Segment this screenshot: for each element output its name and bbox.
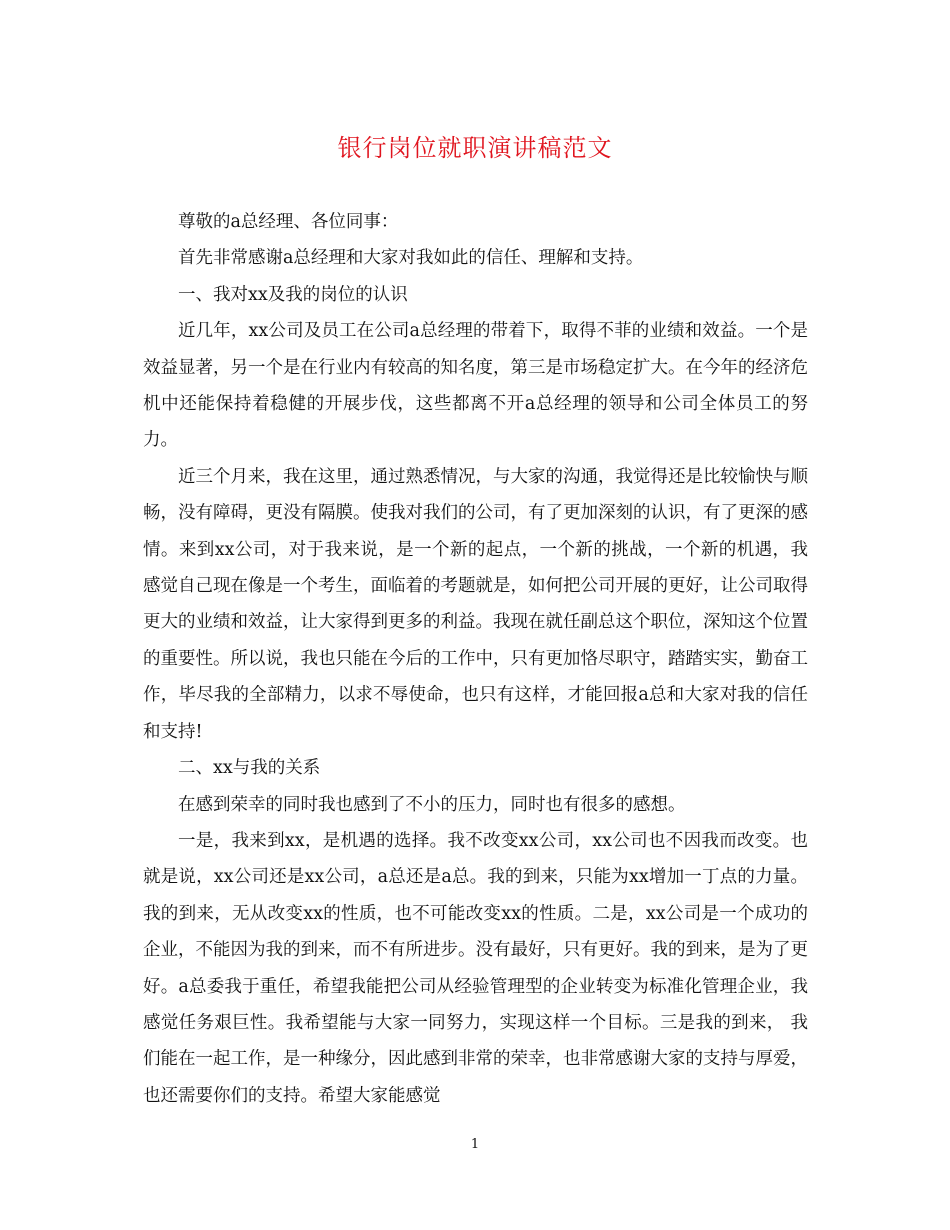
document-title: 银行岗位就职演讲稿范文 bbox=[337, 134, 613, 162]
paragraph-recent-months: 近三个月来，我在这里，通过熟悉情况，与大家的沟通，我觉得还是比较愉快与顺畅，没有障碍，更没有隔膜。使我对我们的公司，有了更加深刻的认识，有了更深的感情。来到xx公司，对于我来说，是一个新的起点，一个新的挑战，一个新的机遇，我感觉自己现在像是一个考生，面临着的考题就是，如何把公司开展的更好，让公司取得更大的业绩和效益，让大家得到更多的利益。我现在就任副总这个职位，深知这个位置的重要性。所以说，我也只能在今后的工作中，只有更加恪尽职守，踏踏实实，勤奋工作，毕尽我的全部精力，以求不辱使命，也只有这样，才能回报a总和大家对我的信任和支持! bbox=[143, 466, 808, 742]
section-heading-1: 一、我对xx及我的岗位的认识 bbox=[178, 284, 408, 305]
paragraph-company-performance: 近几年，xx公司及员工在公司a总经理的带着下，取得不菲的业绩和效益。一个是效益显著，另一个是在行业内有较高的知名度，第三是市场稳定扩大。在今年的经济危机中还能保持着稳健的开展步伐，这些都离不开a总经理的领导和公司全体员工的努力。 bbox=[143, 321, 808, 451]
paragraph-greeting: 尊敬的a总经理、各位同事： bbox=[178, 212, 399, 232]
section-heading-2: 二、xx与我的关系 bbox=[178, 758, 321, 779]
document-body bbox=[143, 204, 808, 1114]
paragraph-reflections: 一是，我来到xx，是机遇的选择。我不改变xx公司，xx公司也不因我而改变。也就是说，xx公司还是xx公司，a总还是a总。我的到来，只能为xx增加一丁点的力量。我的到来，无从改变xx的性质，也不可能改变xx的性质。二是，xx公司是一个成功的企业，不能因为我的到来，而不有所进步。没有最好，只有更好。我的到来，是为了更好。a总委我于重任，希望我能把公司从经验管理型的企业转变为标准化管理企业，我感觉任务艰巨性。我希望能与大家一同努力，实现这样一个目标。三是我的到来， 我们能在一起工作，是一种缘分，因此感到非常的荣幸，也非常感谢大家的支持与厚爱，也还需要你们的支持。希望大家能感觉 bbox=[143, 830, 808, 1106]
page-number: 1 bbox=[470, 1137, 480, 1152]
paragraph-thanks: 首先非常感谢a总经理和大家对我如此的信任、理解和支持。 bbox=[178, 248, 644, 269]
paragraph-pressure: 在感到荣幸的同时我也感到了不小的压力，同时也有很多的感想。 bbox=[178, 794, 686, 815]
